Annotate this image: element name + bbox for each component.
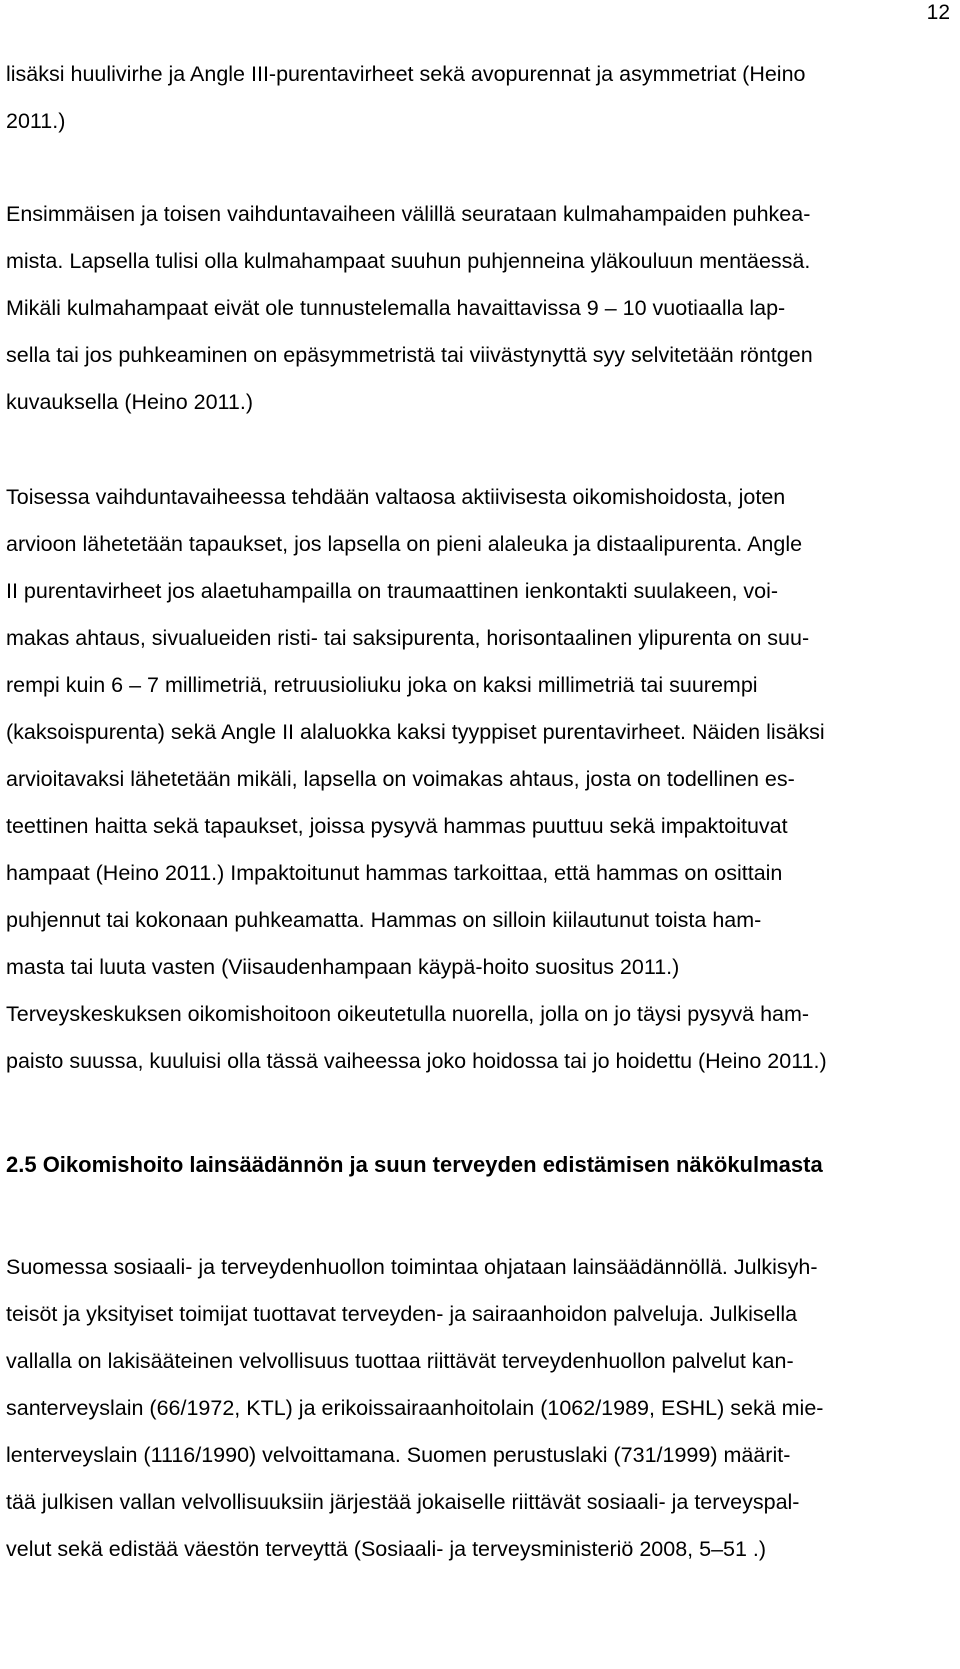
text-line: arvioon lähetetään tapaukset, jos lapsella on pieni alaleuka ja distaalipurenta. Angle bbox=[6, 532, 803, 556]
section-heading: 2.5 Oikomishoito lainsäädännön ja suun terveyden edistämisen näkökulmasta bbox=[6, 1152, 823, 1177]
text-line: (kaksoispurenta) sekä Angle II alaluokka kaksi tyyppiset purentavirheet. Näiden lisäksi bbox=[6, 720, 825, 744]
text-line: hampaat (Heino 2011.) Impaktoitunut hammas tarkoittaa, että hammas on osittain bbox=[6, 861, 783, 885]
text-line: Ensimmäisen ja toisen vaihduntavaiheen välillä seurataan kulmahampaiden puhkea- bbox=[6, 202, 811, 226]
text-line: vallalla on lakisääteinen velvollisuus tuottaa riittävät terveydenhuollon palvelut kan- bbox=[6, 1349, 794, 1373]
page-number: 12 bbox=[926, 1, 950, 24]
text-line: 2011.) bbox=[6, 109, 66, 133]
text-line: lisäksi huulivirhe ja Angle III-purentavirheet sekä avopurennat ja asymmetriat (Heino bbox=[6, 62, 806, 86]
text-line: paisto suussa, kuuluisi olla tässä vaiheessa joko hoidossa tai jo hoidettu (Heino 2011.) bbox=[6, 1049, 827, 1073]
text-line: Terveyskeskuksen oikomishoitoon oikeutetulla nuorella, jolla on jo täysi pysyvä ham- bbox=[6, 1002, 810, 1026]
text-line: teisöt ja yksityiset toimijat tuottavat terveyden- ja sairaanhoidon palveluja. Julkisella bbox=[6, 1302, 798, 1326]
text-line: tää julkisen vallan velvollisuuksiin järjestää jokaiselle riittävät sosiaali- ja terveyspal- bbox=[6, 1490, 800, 1514]
text-line: lenterveyslain (1116/1990) velvoittamana. Suomen perustuslaki (731/1999) määrit- bbox=[6, 1443, 791, 1467]
text-line: makas ahtaus, sivualueiden risti- tai saksipurenta, horisontaalinen ylipurenta on suu- bbox=[6, 626, 810, 650]
text-line: masta tai luuta vasten (Viisaudenhampaan käypä-hoito suositus 2011.) bbox=[6, 955, 680, 979]
text-line: santerveyslain (66/1972, KTL) ja erikoissairaanhoitolain (1062/1989, ESHL) sekä mie- bbox=[6, 1396, 824, 1420]
text-line: arvioitavaksi lähetetään mikäli, lapsella on voimakas ahtaus, josta on todellinen es- bbox=[6, 767, 795, 791]
text-line: Toisessa vaihduntavaiheessa tehdään valtaosa aktiivisesta oikomishoidosta, joten bbox=[6, 485, 786, 509]
text-line: puhjennut tai kokonaan puhkeamatta. Hammas on silloin kiilautunut toista ham- bbox=[6, 908, 762, 932]
text-line: teettinen haitta sekä tapaukset, joissa pysyvä hammas puuttuu sekä impaktoituvat bbox=[6, 814, 788, 838]
text-line: rempi kuin 6 – 7 millimetriä, retruusioliuku joka on kaksi millimetriä tai suurempi bbox=[6, 673, 758, 697]
text-line: sella tai jos puhkeaminen on epäsymmetristä tai viivästynyttä syy selvitetään röntgen bbox=[6, 343, 813, 367]
text-line: Suomessa sosiaali- ja terveydenhuollon toimintaa ohjataan lainsäädännöllä. Julkisyh- bbox=[6, 1255, 818, 1279]
text-line: II purentavirheet jos alaetuhampailla on traumaattinen ienkontakti suulakeen, voi- bbox=[6, 579, 779, 603]
text-line: velut sekä edistää väestön terveyttä (Sosiaali- ja terveysministeriö 2008, 5–51 .) bbox=[6, 1537, 767, 1561]
text-line: mista. Lapsella tulisi olla kulmahampaat suuhun puhjenneina yläkouluun mentäessä. bbox=[6, 249, 811, 273]
text-line: kuvauksella (Heino 2011.) bbox=[6, 390, 253, 414]
text-line: Mikäli kulmahampaat eivät ole tunnustelemalla havaittavissa 9 – 10 vuotiaalla lap- bbox=[6, 296, 786, 320]
